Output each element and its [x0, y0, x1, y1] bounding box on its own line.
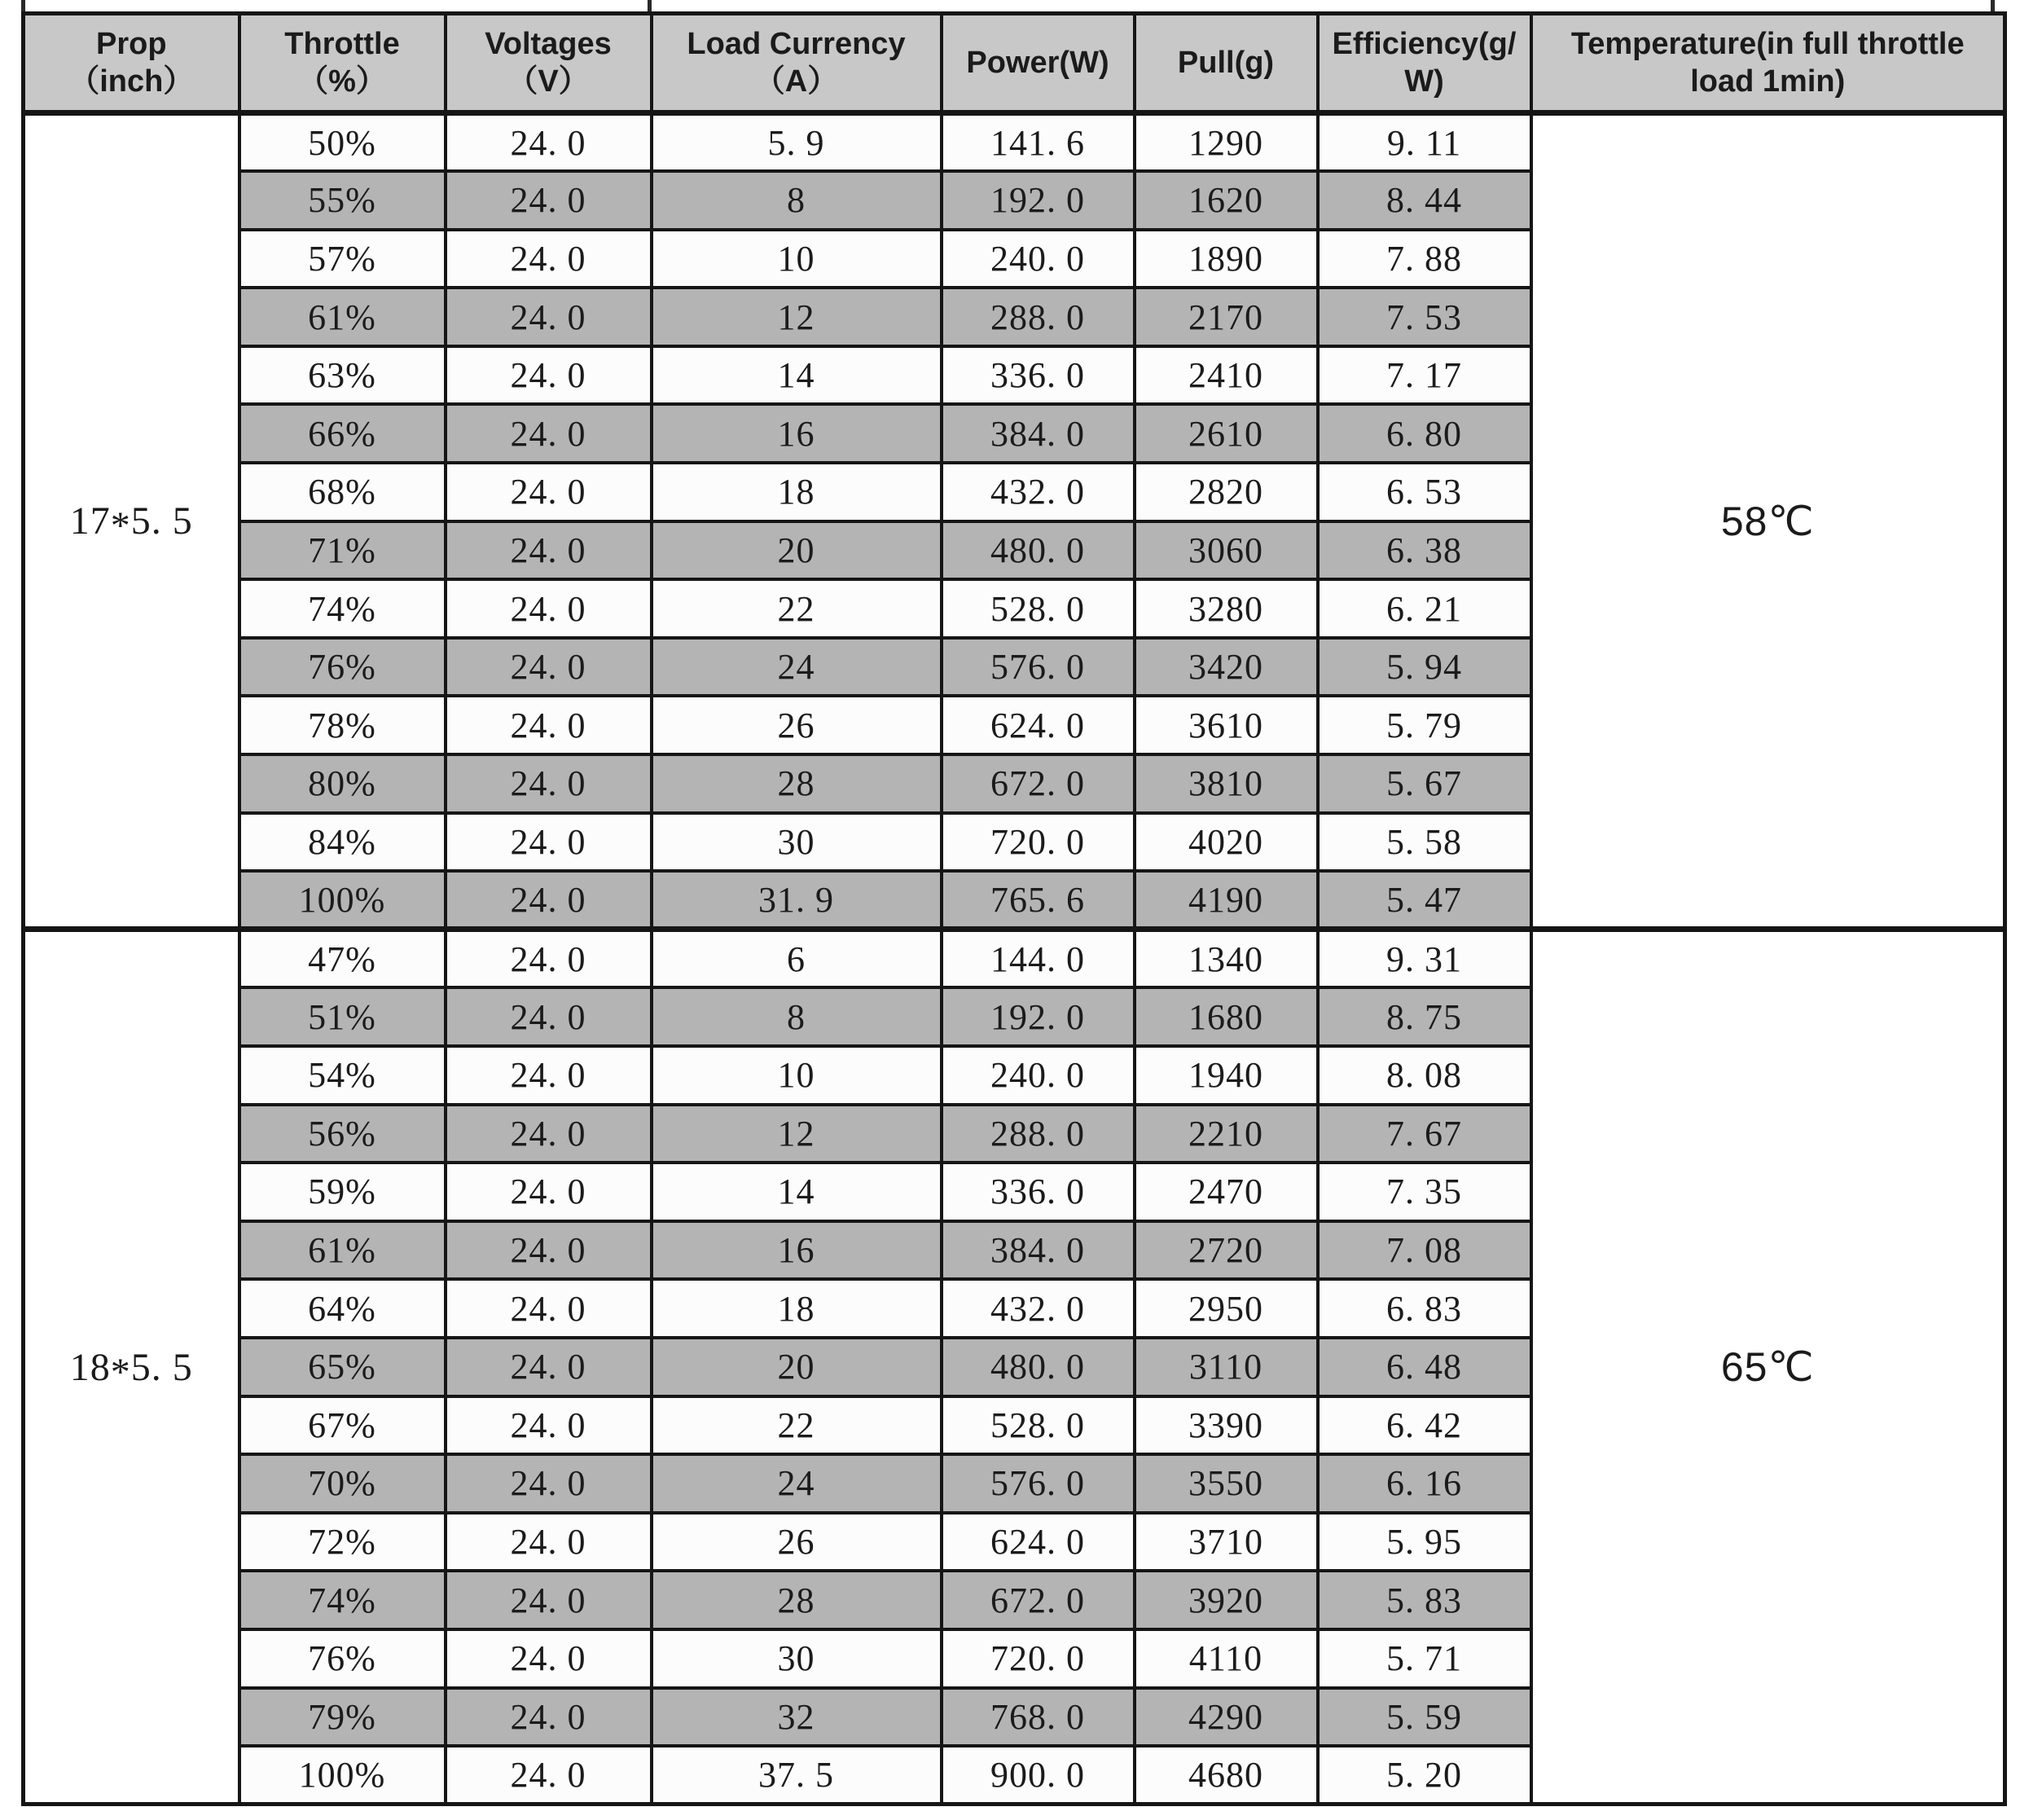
cell-power: 576. 0 — [942, 638, 1135, 697]
col-header-power — [942, 14, 1135, 113]
cell-power: 240. 0 — [942, 1046, 1135, 1105]
cell-efficiency: 5. 83 — [1318, 1571, 1531, 1629]
cell-load-currency: 8 — [652, 171, 942, 230]
cell-power: 528. 0 — [942, 579, 1135, 638]
cell-voltage: 24. 0 — [446, 1688, 652, 1747]
cell-throttle: 67% — [239, 1396, 446, 1455]
col-header-efficiency — [1318, 14, 1531, 113]
cell-efficiency: 6. 48 — [1318, 1338, 1531, 1396]
cell-power: 192. 0 — [942, 171, 1135, 230]
cell-voltage: 24. 0 — [446, 1396, 652, 1455]
cell-load-currency: 18 — [652, 1279, 942, 1338]
cell-throttle: 74% — [239, 579, 446, 638]
cell-load-currency: 14 — [652, 346, 942, 405]
prop-size-text: 5. 5 — [130, 1345, 193, 1389]
cell-load-currency: 10 — [652, 230, 942, 288]
cell-throttle: 66% — [239, 404, 446, 463]
cell-throttle: 54% — [239, 1046, 446, 1105]
table-row — [24, 930, 2005, 988]
header-line: （V） — [507, 64, 590, 99]
header-line: Efficiency(g/ — [1332, 26, 1517, 61]
cell-pull: 2820 — [1135, 463, 1318, 521]
cell-throttle: 70% — [239, 1454, 446, 1513]
cell-pull: 4020 — [1135, 813, 1318, 872]
cell-power: 432. 0 — [942, 1279, 1135, 1338]
cell-pull: 3280 — [1135, 579, 1318, 638]
cell-voltage: 24. 0 — [446, 696, 652, 754]
cell-load-currency: 24 — [652, 1454, 942, 1513]
cell-efficiency: 8. 75 — [1318, 987, 1531, 1046]
cell-efficiency: 7. 53 — [1318, 288, 1531, 346]
cell-load-currency: 20 — [652, 521, 942, 580]
cell-efficiency: 6. 38 — [1318, 521, 1531, 580]
cell-voltage: 24. 0 — [446, 579, 652, 638]
cell-throttle: 55% — [239, 171, 446, 230]
cell-power: 288. 0 — [942, 1105, 1135, 1163]
cell-pull: 2210 — [1135, 1105, 1318, 1163]
cell-throttle: 72% — [239, 1513, 446, 1572]
cell-voltage: 24. 0 — [446, 987, 652, 1046]
cell-power: 384. 0 — [942, 404, 1135, 463]
cell-efficiency: 5. 67 — [1318, 754, 1531, 813]
cell-throttle: 80% — [239, 754, 446, 813]
cell-pull: 3110 — [1135, 1338, 1318, 1396]
cell-pull: 2170 — [1135, 288, 1318, 346]
cell-load-currency: 31. 9 — [652, 871, 942, 930]
col-header-load-currency — [652, 14, 942, 113]
cell-efficiency: 6. 80 — [1318, 404, 1531, 463]
cell-throttle: 68% — [239, 463, 446, 521]
cell-efficiency: 9. 11 — [1318, 113, 1531, 172]
header-line: load 1min) — [1690, 64, 1846, 99]
cell-load-currency: 10 — [652, 1046, 942, 1105]
cell-throttle: 79% — [239, 1688, 446, 1747]
cell-load-currency: 22 — [652, 579, 942, 638]
cell-throttle: 100% — [239, 1746, 446, 1805]
cell-voltage: 24. 0 — [446, 1279, 652, 1338]
cell-load-currency: 32 — [652, 1688, 942, 1747]
cell-power: 576. 0 — [942, 1454, 1135, 1513]
cell-pull: 3920 — [1135, 1571, 1318, 1629]
cell-power: 528. 0 — [942, 1396, 1135, 1455]
cell-efficiency: 6. 42 — [1318, 1396, 1531, 1455]
header-row — [24, 14, 2005, 113]
cell-pull: 1680 — [1135, 987, 1318, 1046]
cell-load-currency: 26 — [652, 1513, 942, 1572]
cell-load-currency: 26 — [652, 696, 942, 754]
cell-power: 765. 6 — [942, 871, 1135, 930]
header-line: （A） — [753, 64, 839, 99]
cell-voltage: 24. 0 — [446, 404, 652, 463]
cell-voltage: 24. 0 — [446, 463, 652, 521]
cell-pull: 4110 — [1135, 1629, 1318, 1688]
cell-efficiency: 5. 20 — [1318, 1746, 1531, 1805]
table-row — [24, 113, 2005, 172]
cell-voltage: 24. 0 — [446, 930, 652, 988]
cell-load-currency: 5. 9 — [652, 113, 942, 172]
cell-power: 480. 0 — [942, 1338, 1135, 1396]
cell-pull: 4680 — [1135, 1746, 1318, 1805]
cell-load-currency: 12 — [652, 288, 942, 346]
col-header-pull — [1135, 14, 1318, 113]
header-line: Load Currency — [687, 26, 906, 61]
cell-pull: 1290 — [1135, 113, 1318, 172]
cell-power: 624. 0 — [942, 696, 1135, 754]
cell-throttle: 50% — [239, 113, 446, 172]
col-header-voltages — [446, 14, 652, 113]
cell-power: 720. 0 — [942, 1629, 1135, 1688]
cell-throttle: 71% — [239, 521, 446, 580]
table-section-17x5.5 — [24, 113, 2005, 930]
cell-pull: 3390 — [1135, 1396, 1318, 1455]
cell-voltage: 24. 0 — [446, 346, 652, 405]
cell-power: 384. 0 — [942, 1221, 1135, 1280]
cell-efficiency: 8. 08 — [1318, 1046, 1531, 1105]
cell-efficiency: 5. 71 — [1318, 1629, 1531, 1688]
cell-pull: 1940 — [1135, 1046, 1318, 1105]
cell-efficiency: 6. 53 — [1318, 463, 1531, 521]
cell-efficiency: 6. 16 — [1318, 1454, 1531, 1513]
cell-pull: 4290 — [1135, 1688, 1318, 1747]
cell-pull: 3610 — [1135, 696, 1318, 754]
cell-voltage: 24. 0 — [446, 288, 652, 346]
cell-voltage: 24. 0 — [446, 871, 652, 930]
cell-efficiency: 5. 58 — [1318, 813, 1531, 872]
cell-throttle: 59% — [239, 1163, 446, 1221]
cell-pull: 2610 — [1135, 404, 1318, 463]
cell-throttle: 51% — [239, 987, 446, 1046]
cell-voltage: 24. 0 — [446, 1163, 652, 1221]
cell-load-currency: 37. 5 — [652, 1746, 942, 1805]
cell-power: 432. 0 — [942, 463, 1135, 521]
cell-throttle: 61% — [239, 288, 446, 346]
header-line: （inch） — [68, 64, 195, 99]
cell-voltage: 24. 0 — [446, 113, 652, 172]
table-section-18x5.5 — [24, 930, 2005, 1805]
cell-voltage: 24. 0 — [446, 638, 652, 697]
cell-load-currency: 28 — [652, 1571, 942, 1629]
header-line: （%） — [297, 64, 387, 99]
temperature-cell: 58℃ — [1531, 113, 2005, 930]
cell-voltage: 24. 0 — [446, 230, 652, 288]
header-line: Pull(g) — [1177, 45, 1275, 80]
cell-power: 144. 0 — [942, 930, 1135, 988]
cell-throttle: 64% — [239, 1279, 446, 1338]
cell-efficiency: 7. 35 — [1318, 1163, 1531, 1221]
cell-pull: 2470 — [1135, 1163, 1318, 1221]
cell-power: 624. 0 — [942, 1513, 1135, 1572]
cell-throttle: 63% — [239, 346, 446, 405]
cell-load-currency: 12 — [652, 1105, 942, 1163]
cell-power: 240. 0 — [942, 230, 1135, 288]
cell-load-currency: 18 — [652, 463, 942, 521]
cell-efficiency: 5. 59 — [1318, 1688, 1531, 1747]
cell-pull: 3710 — [1135, 1513, 1318, 1572]
cell-load-currency: 22 — [652, 1396, 942, 1455]
prop-size-cell — [24, 930, 239, 1805]
cell-voltage: 24. 0 — [446, 1513, 652, 1572]
cell-efficiency: 6. 83 — [1318, 1279, 1531, 1338]
cell-load-currency: 6 — [652, 930, 942, 988]
cell-throttle: 65% — [239, 1338, 446, 1396]
cell-pull: 3550 — [1135, 1454, 1318, 1513]
cell-load-currency: 30 — [652, 1629, 942, 1688]
cell-pull: 1890 — [1135, 230, 1318, 288]
header-line: Voltages — [485, 26, 612, 61]
cell-throttle: 84% — [239, 813, 446, 872]
cell-efficiency: 7. 88 — [1318, 230, 1531, 288]
cell-efficiency: 8. 44 — [1318, 171, 1531, 230]
prop-size-text: 18 — [69, 1345, 111, 1389]
col-header-throttle — [239, 14, 446, 113]
cell-efficiency: 5. 94 — [1318, 638, 1531, 697]
cell-load-currency: 28 — [652, 754, 942, 813]
col-header-prop — [24, 14, 239, 113]
cell-voltage: 24. 0 — [446, 1629, 652, 1688]
prop-size-cell — [24, 113, 239, 930]
cell-throttle: 47% — [239, 930, 446, 988]
cell-power: 192. 0 — [942, 987, 1135, 1046]
cell-voltage: 24. 0 — [446, 171, 652, 230]
asterisk-glyph: * — [110, 503, 131, 547]
cell-power: 672. 0 — [942, 1571, 1135, 1629]
cell-throttle: 76% — [239, 638, 446, 697]
cell-efficiency: 7. 17 — [1318, 346, 1531, 405]
cell-voltage: 24. 0 — [446, 813, 652, 872]
cell-voltage: 24. 0 — [446, 1046, 652, 1105]
cell-power: 480. 0 — [942, 521, 1135, 580]
cell-pull: 3810 — [1135, 754, 1318, 813]
cell-throttle: 57% — [239, 230, 446, 288]
cell-throttle: 76% — [239, 1629, 446, 1688]
cell-throttle: 56% — [239, 1105, 446, 1163]
header-line: Prop — [95, 26, 167, 61]
cell-voltage: 24. 0 — [446, 1221, 652, 1280]
header-line: Throttle — [284, 26, 400, 61]
cell-power: 288. 0 — [942, 288, 1135, 346]
prop-size-text: 17 — [69, 499, 111, 543]
cell-pull: 2720 — [1135, 1221, 1318, 1280]
cell-load-currency: 24 — [652, 638, 942, 697]
cell-power: 672. 0 — [942, 754, 1135, 813]
header-line: W) — [1404, 64, 1444, 99]
cell-pull: 3060 — [1135, 521, 1318, 580]
cell-pull: 1620 — [1135, 171, 1318, 230]
header-line: Power(W) — [966, 45, 1109, 80]
cell-voltage: 24. 0 — [446, 1105, 652, 1163]
cell-efficiency: 9. 31 — [1318, 930, 1531, 988]
cell-pull: 1340 — [1135, 930, 1318, 988]
cell-voltage: 24. 0 — [446, 1571, 652, 1629]
header-line: Temperature(in full throttle — [1570, 26, 1965, 61]
cell-load-currency: 20 — [652, 1338, 942, 1396]
cell-power: 141. 6 — [942, 113, 1135, 172]
cell-power: 336. 0 — [942, 1163, 1135, 1221]
cell-power: 768. 0 — [942, 1688, 1135, 1747]
cell-throttle: 74% — [239, 1571, 446, 1629]
cell-efficiency: 7. 08 — [1318, 1221, 1531, 1280]
prop-size-text: 5. 5 — [130, 499, 193, 543]
cell-load-currency: 16 — [652, 1221, 942, 1280]
col-header-temperature — [1531, 14, 2005, 113]
cell-power: 720. 0 — [942, 813, 1135, 872]
cell-efficiency: 7. 67 — [1318, 1105, 1531, 1163]
prop-test-data-table — [21, 11, 2007, 1806]
cell-voltage: 24. 0 — [446, 1746, 652, 1805]
cell-voltage: 24. 0 — [446, 1338, 652, 1396]
cell-efficiency: 5. 95 — [1318, 1513, 1531, 1572]
cell-pull: 4190 — [1135, 871, 1318, 930]
cell-voltage: 24. 0 — [446, 754, 652, 813]
cell-load-currency: 14 — [652, 1163, 942, 1221]
cell-efficiency: 6. 21 — [1318, 579, 1531, 638]
cell-load-currency: 16 — [652, 404, 942, 463]
cell-throttle: 61% — [239, 1221, 446, 1280]
cell-throttle: 78% — [239, 696, 446, 754]
cell-power: 900. 0 — [942, 1746, 1135, 1805]
cell-load-currency: 30 — [652, 813, 942, 872]
cell-efficiency: 5. 47 — [1318, 871, 1531, 930]
cell-voltage: 24. 0 — [446, 521, 652, 580]
cell-pull: 2410 — [1135, 346, 1318, 405]
cell-pull: 3420 — [1135, 638, 1318, 697]
cell-power: 336. 0 — [942, 346, 1135, 405]
cell-load-currency: 8 — [652, 987, 942, 1046]
cell-voltage: 24. 0 — [446, 1454, 652, 1513]
cell-efficiency: 5. 79 — [1318, 696, 1531, 754]
cell-throttle: 100% — [239, 871, 446, 930]
asterisk-glyph: * — [110, 1350, 131, 1394]
temperature-cell: 65℃ — [1531, 930, 2005, 1805]
cell-pull: 2950 — [1135, 1279, 1318, 1338]
